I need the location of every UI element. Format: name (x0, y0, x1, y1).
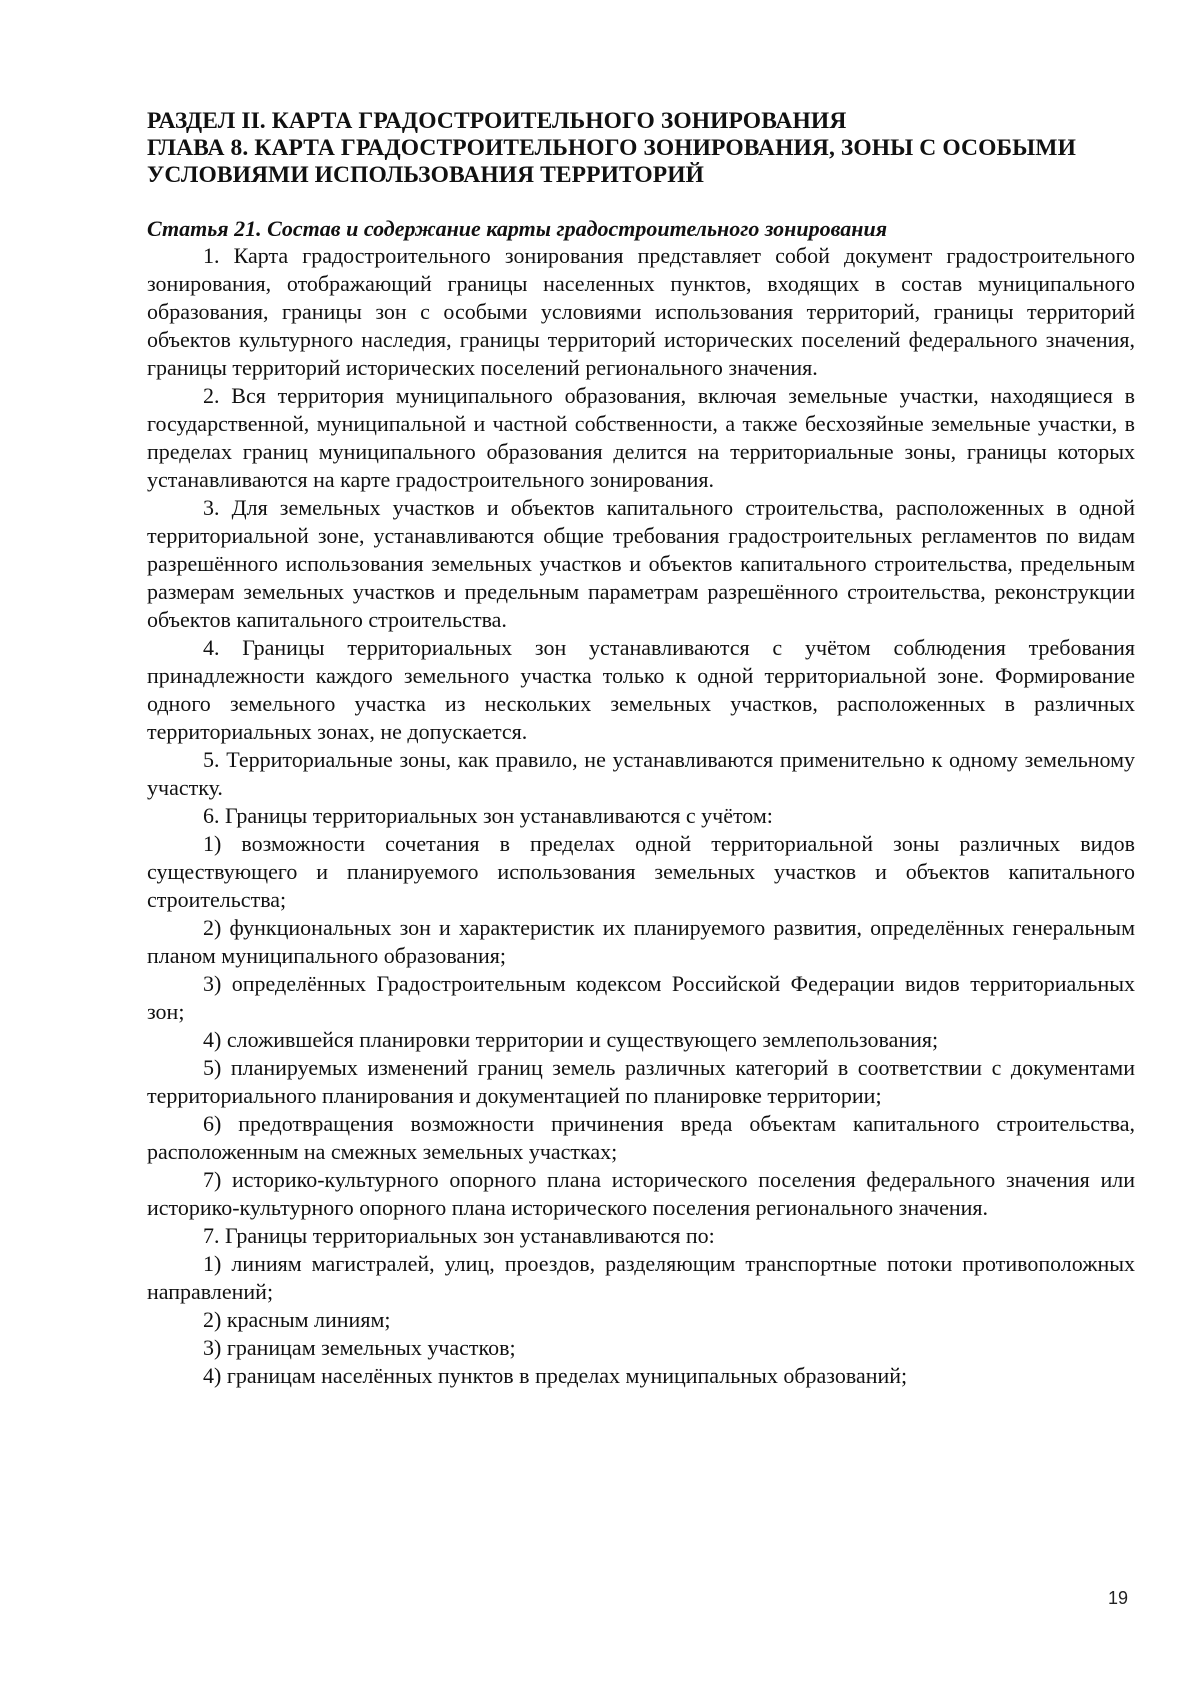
page-number: 19 (1108, 1588, 1129, 1608)
list-item-6-2: 2) функциональных зон и характеристик их планируемого развития, определённых генеральным планом муниципального образования; (147, 915, 1135, 968)
list-item-6-5: 5) планируемых изменений границ земель различных категорий в соответствии с документами территориального планирования и документацией по планировке территории; (147, 1055, 1135, 1108)
list-item-6-4: 4) сложившейся планировки территории и существующего землепользования; (203, 1027, 939, 1052)
paragraph-1: 1. Карта градостроительного зонирования представляет собой документ градостроительного зонирования, отображающий границы населенных пунктов, входящих в состав муниципального образования, границы зон с особыми условиями использования территорий, границы территорий объектов культурного наследия, границы территорий исторических поселений федерального значения, границы территорий исторических поселений регионального значения. (147, 243, 1135, 380)
list-item-7-2: 2) красным линиям; (203, 1307, 391, 1332)
paragraph-2: 2. Вся территория муниципального образования, включая земельные участки, находящиеся в государственной, муниципальной и частной собственности, а также бесхозяйные земельные участки, в пределах границ муниципального образования делится на территориальные зоны, границы которых устанавливаются на карте градостроительного зонирования. (147, 383, 1135, 492)
article-title: Статья 21. Состав и содержание карты градостроительного зонирования (147, 216, 888, 241)
paragraph-7: 7. Границы территориальных зон устанавливаются по: (203, 1223, 715, 1248)
page-content (147, 108, 1135, 1390)
paragraph-3: 3. Для земельных участков и объектов капитального строительства, расположенных в одной территориальной зоне, устанавливаются общие требования градостроительных регламентов по видам разрешённого использования земельных участков и объектов капитального строительства, предельным размерам земельных участков и предельным параметрам разрешённого строительства, реконструкции объектов капитального строительства. (147, 495, 1135, 632)
chapter-heading-line-1: ГЛАВА 8. КАРТА ГРАДОСТРОИТЕЛЬНОГО ЗОНИРОВАНИЯ, ЗОНЫ С ОСОБЫМИ (147, 135, 1076, 161)
list-item-6-7: 7) историко-культурного опорного плана исторического поселения федерального значения или историко-культурного опорного плана исторического поселения регионального значения. (147, 1167, 1135, 1220)
list-item-6-6: 6) предотвращения возможности причинения вреда объектам капитального строительства, расположенным на смежных земельных участках; (147, 1111, 1135, 1164)
list-item-6-1: 1) возможности сочетания в пределах одной территориальной зоны различных видов существующего и планируемого использования земельных участков и объектов капитального строительства; (147, 831, 1135, 912)
list-item-7-3: 3) границам земельных участков; (203, 1335, 516, 1360)
list-item-7-1: 1) линиям магистралей, улиц, проездов, разделяющим транспортные потоки противоположных направлений; (147, 1251, 1135, 1304)
paragraph-6: 6. Границы территориальных зон устанавливаются с учётом: (203, 803, 773, 828)
chapter-heading-line-2: УСЛОВИЯМИ ИСПОЛЬЗОВАНИЯ ТЕРРИТОРИЙ (147, 162, 705, 188)
paragraph-5: 5. Территориальные зоны, как правило, не устанавливаются применительно к одному земельному участку. (147, 747, 1135, 800)
paragraph-4: 4. Границы территориальных зон устанавливаются с учётом соблюдения требования принадлежности каждого земельного участка только к одной территориальной зоне. Формирование одного земельного участка из нескольких земельных участков, расположенных в различных территориальных зонах, не допускается. (147, 635, 1135, 744)
list-item-7-4: 4) границам населённых пунктов в пределах муниципальных образований; (203, 1363, 908, 1388)
article-body (147, 242, 1135, 1390)
section-heading: РАЗДЕЛ II. КАРТА ГРАДОСТРОИТЕЛЬНОГО ЗОНИРОВАНИЯ (147, 108, 847, 134)
list-item-6-3: 3) определённых Градостроительным кодексом Российской Федерации видов территориальных зон; (147, 971, 1135, 1024)
